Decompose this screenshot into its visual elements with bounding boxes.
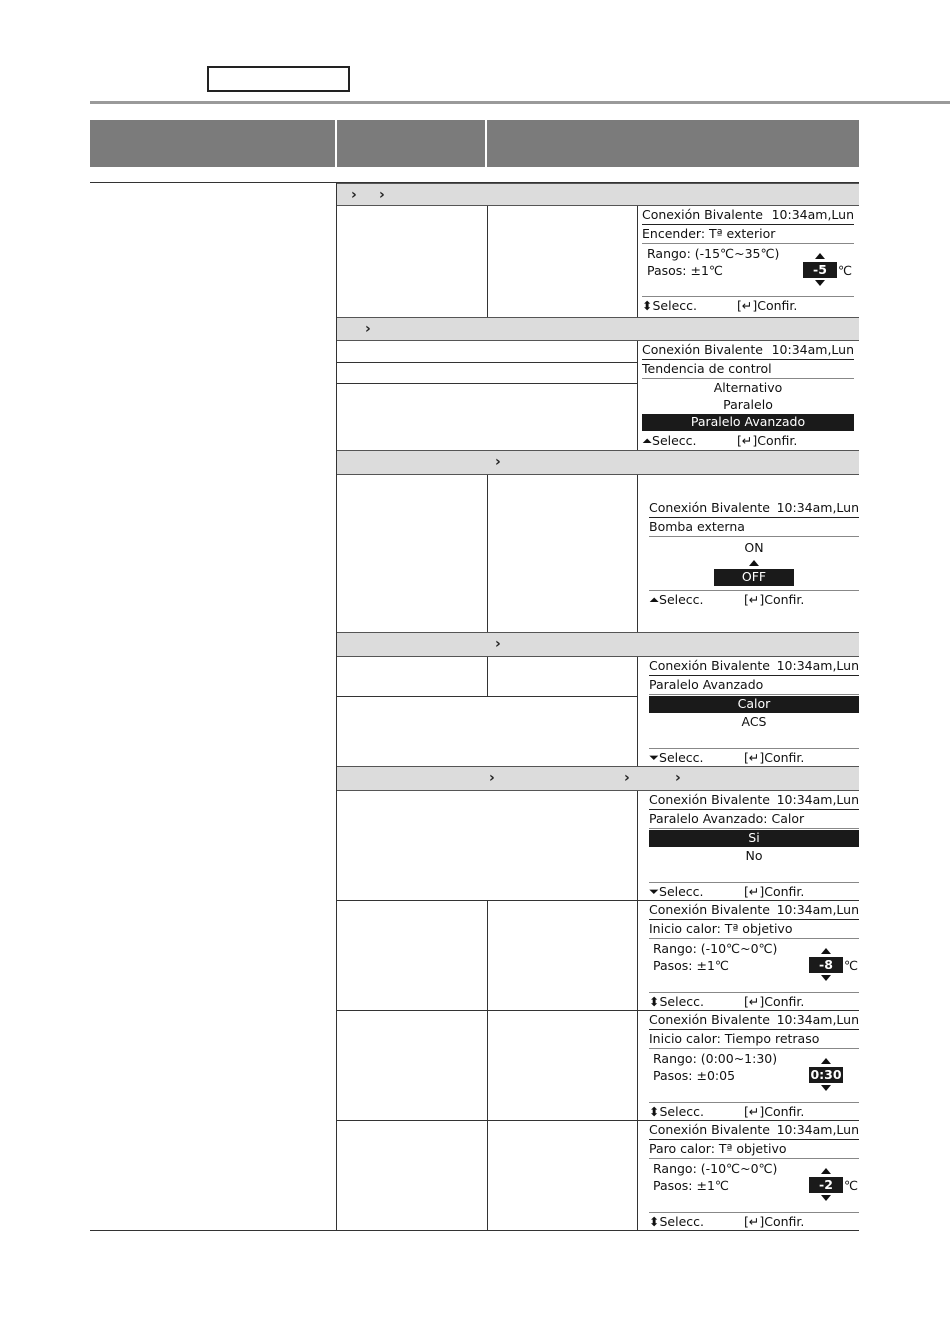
- lcd-screen-external-pump: [649, 500, 859, 610]
- lcd-separator: [649, 1102, 859, 1103]
- updown-icon: ⬍: [649, 994, 660, 1009]
- confirm-label: [↵]Confir.: [744, 884, 805, 899]
- confirm-label: [↵]Confir.: [737, 433, 798, 448]
- section-band-4: [337, 632, 859, 657]
- lcd-screen-control-mode: [642, 342, 854, 449]
- lcd-screen-parallel-advanced: [649, 658, 859, 765]
- lcd-header: [642, 207, 854, 225]
- chevron-right-icon: ›: [624, 770, 630, 786]
- lcd-title: Tendencia de control: [642, 361, 772, 376]
- chevron-right-icon: ›: [489, 770, 495, 786]
- lcd-footer: [649, 1214, 859, 1229]
- select-label: Selecc.: [659, 994, 704, 1009]
- lcd-title: Paro calor: Tª objetivo: [649, 1141, 787, 1156]
- select-label: Selecc.: [652, 433, 697, 448]
- row-divider: [337, 900, 859, 901]
- lcd-header-text: Conexión Bivalente: [649, 658, 770, 673]
- lcd-separator: [649, 1212, 859, 1213]
- lcd-title: Inicio calor: Tª objetivo: [649, 921, 793, 936]
- lcd-steps: Pasos: ±1℃: [653, 1178, 729, 1193]
- cell-divider: [487, 475, 488, 632]
- lcd-footer: [642, 433, 854, 449]
- confirm-label: [↵]Confir.: [737, 298, 798, 313]
- lcd-footer: [649, 994, 859, 1009]
- lcd-header-text: Conexión Bivalente: [649, 902, 770, 917]
- lcd-screen-outdoor-temp: [642, 207, 854, 315]
- lcd-time: 10:34am,Lun: [776, 902, 859, 917]
- lcd-header: [649, 1012, 859, 1030]
- confirm-label: [↵]Confir.: [744, 592, 805, 607]
- lcd-time: 10:34am,Lun: [771, 207, 854, 222]
- lcd-time: 10:34am,Lun: [776, 500, 859, 515]
- confirm-label: [↵]Confir.: [744, 994, 805, 1009]
- lcd-header-text: Conexión Bivalente: [649, 1012, 770, 1027]
- lcd-steps: Pasos: ±1℃: [647, 263, 723, 278]
- cell-divider: [637, 657, 638, 766]
- arrow-up-icon[interactable]: [815, 253, 825, 259]
- confirm-label: [↵]Confir.: [744, 750, 805, 765]
- cell-divider: [487, 901, 488, 1230]
- option-on[interactable]: ON: [744, 540, 764, 555]
- lcd-footer: [649, 750, 859, 766]
- value-display[interactable]: -8: [809, 957, 843, 973]
- table-header-col2: [337, 120, 485, 167]
- lcd-separator: [642, 243, 854, 244]
- lcd-time: 10:34am,Lun: [776, 792, 859, 807]
- down-icon: ⏷: [649, 750, 660, 765]
- option-paralelo[interactable]: Paralelo: [723, 397, 773, 412]
- up-icon: ⏶: [649, 592, 660, 607]
- select-label: Selecc.: [659, 1214, 704, 1229]
- lcd-steps: Pasos: ±0:05: [653, 1068, 736, 1083]
- select-label: Selecc.: [659, 884, 704, 899]
- row-divider: [337, 383, 637, 384]
- unit-label: ℃: [844, 958, 859, 973]
- option-si[interactable]: Si: [649, 830, 859, 847]
- lcd-separator: [649, 590, 859, 591]
- header-rule: [90, 101, 950, 104]
- lcd-title: Bomba externa: [649, 519, 745, 534]
- lcd-separator: [649, 882, 859, 883]
- lcd-header: [649, 500, 859, 518]
- value-display[interactable]: 0:30: [810, 1067, 842, 1082]
- lcd-time: 10:34am,Lun: [776, 1122, 859, 1137]
- lcd-time: 10:34am,Lun: [771, 342, 854, 357]
- updown-icon: ⬍: [642, 298, 653, 313]
- lcd-range: Rango: (-10℃~0℃): [653, 1161, 778, 1176]
- value-display[interactable]: -2: [809, 1177, 843, 1193]
- option-calor[interactable]: Calor: [649, 696, 859, 713]
- row-divider: [337, 1120, 859, 1121]
- lcd-title: Encender: Tª exterior: [642, 226, 776, 241]
- select-label: Selecc.: [659, 592, 704, 607]
- select-label: Selecc.: [659, 750, 704, 765]
- lcd-time: 10:34am,Lun: [776, 1012, 859, 1027]
- row-divider: [337, 696, 637, 697]
- unit-label: ℃: [838, 263, 853, 278]
- section-band-3: [337, 450, 859, 475]
- lcd-header-text: Conexión Bivalente: [649, 500, 770, 515]
- lcd-screen-heat-start-temp: [649, 902, 859, 1009]
- lcd-separator: [649, 748, 859, 749]
- lcd-steps: Pasos: ±1℃: [653, 958, 729, 973]
- option-paralelo-avanzado[interactable]: Paralelo Avanzado: [642, 414, 854, 431]
- lcd-screen-parallel-heat: [649, 792, 859, 899]
- arrow-down-icon[interactable]: [821, 1085, 831, 1091]
- option-no[interactable]: No: [745, 848, 763, 863]
- lcd-time: 10:34am,Lun: [776, 658, 859, 673]
- lcd-separator: [642, 296, 854, 297]
- arrow-down-icon[interactable]: [821, 1195, 831, 1201]
- option-alternativo[interactable]: Alternativo: [713, 380, 783, 395]
- arrow-down-icon[interactable]: [815, 280, 825, 286]
- lcd-screen-heat-stop-temp: [649, 1122, 859, 1229]
- chevron-right-icon: ›: [365, 321, 371, 337]
- select-label: Selecc.: [659, 1104, 704, 1119]
- cell-divider: [637, 206, 638, 317]
- lcd-separator: [649, 938, 859, 939]
- confirm-label: [↵]Confir.: [744, 1104, 805, 1119]
- lcd-title: Paralelo Avanzado: [649, 677, 764, 692]
- lcd-footer: [649, 884, 859, 900]
- lcd-separator: [649, 1048, 859, 1049]
- lcd-header: [649, 792, 859, 810]
- cell-divider: [487, 657, 488, 696]
- lcd-separator: [649, 694, 859, 695]
- lcd-separator: [649, 536, 859, 537]
- lcd-screen-heat-start-delay: [649, 1012, 859, 1119]
- lcd-title: Paralelo Avanzado: Calor: [649, 811, 805, 826]
- option-off[interactable]: OFF: [714, 569, 794, 586]
- arrow-up-icon[interactable]: [821, 1058, 831, 1064]
- lcd-footer: [649, 1104, 859, 1119]
- lcd-header: [649, 902, 859, 920]
- cell-divider: [637, 341, 638, 450]
- lcd-header-text: Conexión Bivalente: [642, 342, 763, 357]
- table-bottom-rule: [90, 1230, 859, 1231]
- down-icon: ⏷: [649, 884, 660, 899]
- cell-divider: [487, 206, 488, 317]
- cell-divider: [637, 475, 638, 632]
- arrow-up-icon[interactable]: [821, 1168, 831, 1174]
- unit-label: ℃: [844, 1178, 859, 1193]
- header-label-box: [207, 66, 350, 92]
- chevron-right-icon: ›: [495, 636, 501, 652]
- table-header-col1: [90, 120, 335, 167]
- lcd-title: Inicio calor: Tiempo retraso: [649, 1031, 820, 1046]
- lcd-header-text: Conexión Bivalente: [642, 207, 763, 222]
- lcd-header-text: Conexión Bivalente: [649, 1122, 770, 1137]
- lcd-range: Rango: (-10℃~0℃): [653, 941, 778, 956]
- lcd-footer: [642, 298, 854, 313]
- lcd-header-text: Conexión Bivalente: [649, 792, 770, 807]
- chevron-right-icon: ›: [379, 187, 385, 203]
- row-divider: [337, 1010, 859, 1011]
- select-label: Selecc.: [652, 298, 697, 313]
- arrow-up-icon[interactable]: [821, 948, 831, 954]
- lcd-separator: [642, 378, 854, 379]
- updown-icon: ⬍: [649, 1104, 660, 1119]
- lcd-separator: [649, 828, 859, 829]
- lcd-header: [649, 658, 859, 676]
- section-band-5: [337, 766, 859, 791]
- chevron-right-icon: ›: [495, 454, 501, 470]
- lcd-header: [649, 1122, 859, 1140]
- section-band-1: [337, 183, 859, 206]
- lcd-separator: [649, 992, 859, 993]
- value-display[interactable]: -5: [803, 262, 837, 278]
- lcd-range: Rango: (0:00~1:30): [653, 1051, 778, 1066]
- lcd-separator: [649, 1158, 859, 1159]
- arrow-down-icon[interactable]: [821, 975, 831, 981]
- chevron-right-icon: ›: [675, 770, 681, 786]
- updown-icon: ⬍: [649, 1214, 660, 1229]
- chevron-right-icon: ›: [351, 187, 357, 203]
- up-icon: ⏶: [642, 433, 653, 448]
- lcd-footer: [649, 592, 859, 608]
- lcd-range: Rango: (-15℃~35℃): [647, 246, 780, 261]
- confirm-label: [↵]Confir.: [744, 1214, 805, 1229]
- arrow-up-icon: [749, 560, 759, 566]
- table-header-col3: [487, 120, 859, 167]
- section-band-2: [337, 317, 859, 341]
- lcd-header: [642, 342, 854, 360]
- row-divider: [337, 362, 637, 363]
- option-acs[interactable]: ACS: [741, 714, 767, 729]
